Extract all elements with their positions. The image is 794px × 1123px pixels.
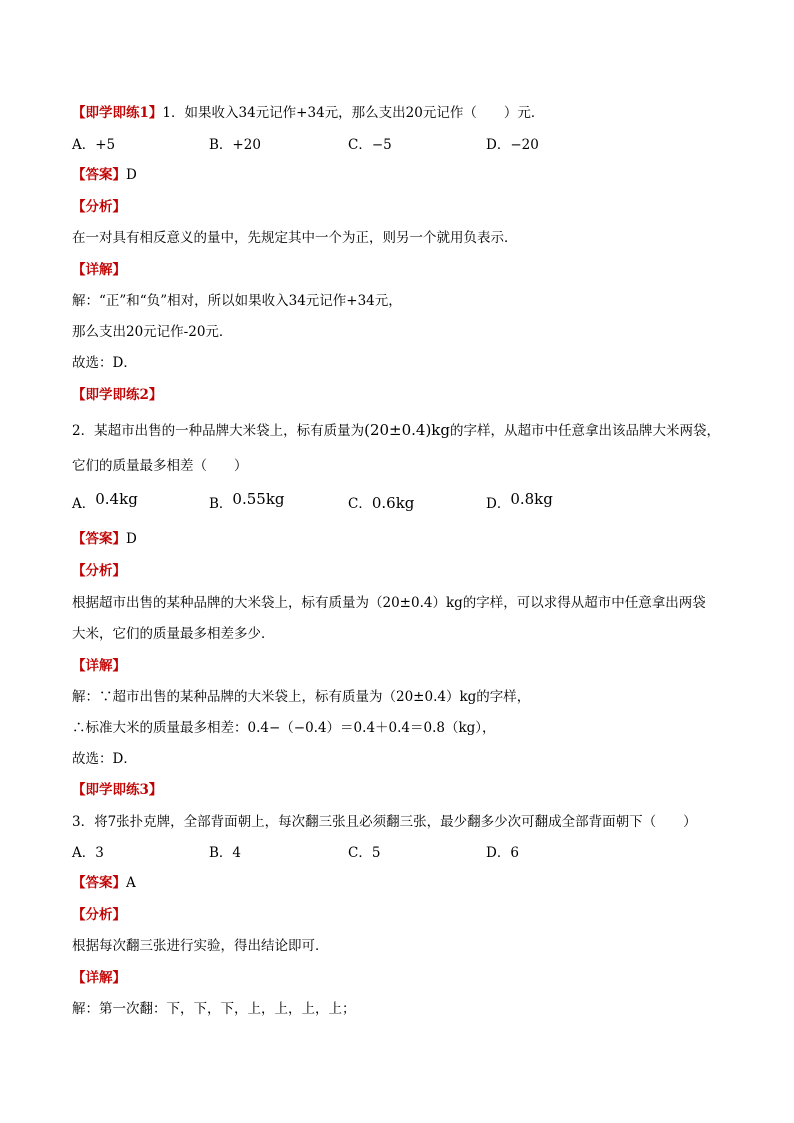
ex1-detail-2: 那么支出20元记作-20元． — [72, 324, 233, 340]
ex1-question-line — [72, 104, 544, 122]
ex2-question-math: (20±0.4)kg — [364, 421, 450, 439]
ex2-option-d-value: 0.8kg — [510, 490, 553, 508]
ex2-question-pre: 2．某超市出售的一种品牌大米袋上，标有质量为 — [72, 423, 365, 439]
ex2-option-c-value: 0.6kg — [371, 494, 415, 512]
ex3-option-c: C．5 — [348, 845, 381, 861]
ex3-detail-1: 解：第一次翻：下，下，下，上，上，上，上； — [72, 1001, 356, 1017]
ex3-option-d: D．6 — [486, 845, 519, 861]
ex2-analysis-tag: 【分析】 — [72, 563, 126, 579]
ex2-option-c — [348, 494, 414, 513]
ex1-question: 1．如果收入34元记作+34元，那么支出20元记作（ ）元． — [162, 105, 545, 121]
ex2-answer: D — [126, 531, 137, 547]
ex3-answer-line — [72, 874, 136, 892]
ex2-tag: 【即学即练2】 — [72, 387, 163, 403]
ex2-question-line2: 它们的质量最多相差（ ） — [72, 458, 248, 474]
ex1-answer-line — [72, 166, 137, 184]
ex3-answer-tag: 【答案】 — [72, 875, 126, 891]
ex2-analysis-1: 根据超市出售的某种品牌的大米袋上，标有质量为（20±0.4）kg的字样，可以求得从超市中任意拿出两袋 — [72, 595, 706, 611]
ex2-option-b-value: 0.55kg — [232, 490, 285, 508]
ex1-option-c: C．−5 — [348, 137, 392, 153]
ex2-detail-1: 解：∵超市出售的某种品牌的大米袋上，标有质量为（20±0.4）kg的字样， — [72, 689, 531, 705]
ex2-question-line1 — [72, 421, 720, 440]
ex2-option-b-letter: B． — [209, 496, 233, 512]
ex3-analysis: 根据每次翻三张进行实验，得出结论即可． — [72, 938, 329, 954]
ex1-option-d: D．−20 — [486, 137, 539, 153]
ex1-answer: D — [126, 167, 137, 183]
ex2-detail-2: ∴标准大米的质量最多相差：0.4−（−0.4）＝0.4＋0.4＝0.8（kg）， — [72, 720, 496, 736]
ex2-detail-tag: 【详解】 — [72, 658, 126, 674]
ex3-analysis-tag: 【分析】 — [72, 907, 126, 923]
ex2-option-a — [72, 490, 138, 513]
ex3-answer: A — [126, 875, 136, 891]
ex2-answer-tag: 【答案】 — [72, 531, 126, 547]
ex1-detail-tag: 【详解】 — [72, 262, 126, 278]
ex2-question-post: 的字样，从超市中任意拿出该品牌大米两袋， — [450, 423, 720, 439]
ex2-option-b — [209, 490, 285, 513]
ex1-detail-1: 解：“正”和“负”相对，所以如果收入34元记作+34元， — [72, 293, 402, 309]
ex2-option-d-letter: D． — [486, 496, 511, 512]
ex1-analysis-tag: 【分析】 — [72, 199, 126, 215]
ex3-option-a: A．3 — [72, 845, 104, 861]
ex3-detail-tag: 【详解】 — [72, 970, 126, 986]
ex2-option-a-value: 0.4kg — [95, 490, 138, 508]
ex1-detail-3: 故选：D． — [72, 355, 137, 371]
ex3-question: 3．将7张扑克牌，全部背面朝上，每次翻三张且必须翻三张，最少翻多少次可翻成全部背面朝下（ ） — [72, 814, 697, 830]
ex2-analysis-2: 大米，它们的质量最多相差多少． — [72, 626, 275, 642]
ex1-option-a: A．+5 — [72, 137, 116, 153]
ex3-tag: 【即学即练3】 — [72, 782, 163, 798]
ex2-option-c-letter: C． — [348, 496, 372, 512]
ex2-detail-3: 故选：D． — [72, 751, 137, 767]
ex2-option-a-letter: A． — [72, 496, 96, 512]
ex1-analysis: 在一对具有相反意义的量中，先规定其中一个为正，则另一个就用负表示． — [72, 230, 518, 246]
ex2-option-d — [486, 490, 553, 513]
ex1-answer-tag: 【答案】 — [72, 167, 126, 183]
ex2-answer-line — [72, 530, 137, 548]
ex1-tag: 【即学即练1】 — [72, 105, 163, 121]
ex3-option-b: B．4 — [209, 845, 242, 861]
ex1-option-b: B．+20 — [209, 137, 261, 153]
